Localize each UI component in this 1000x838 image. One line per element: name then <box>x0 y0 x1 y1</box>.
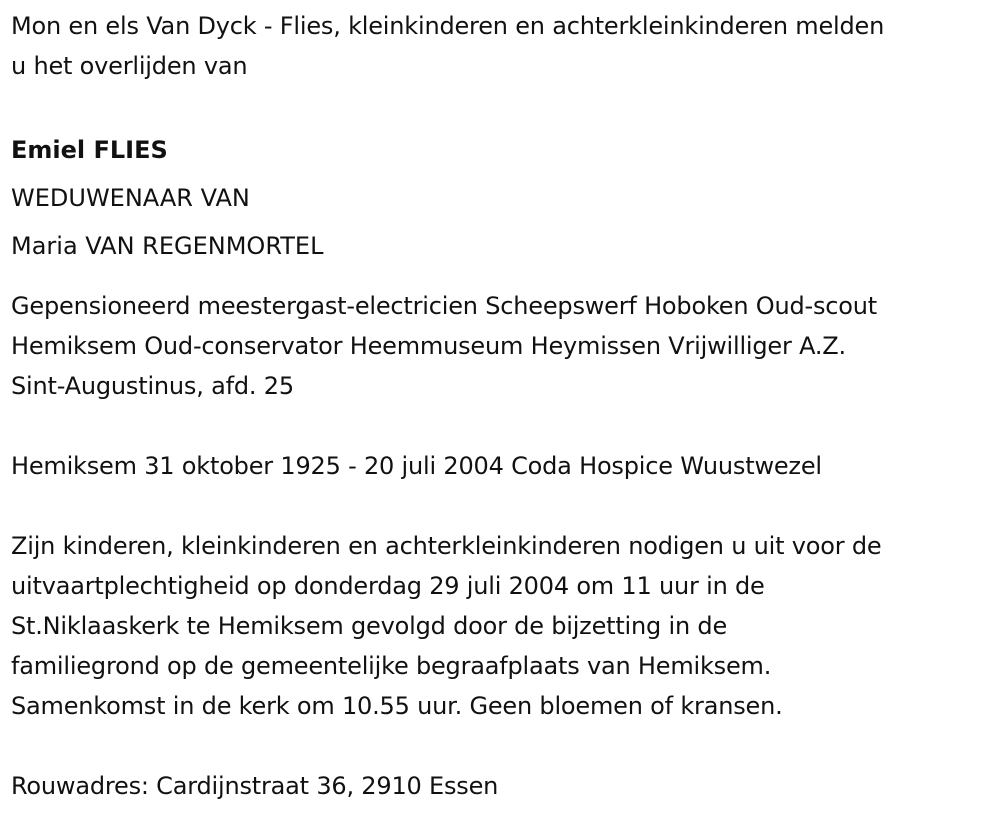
biography-line: Gepensioneerd meestergast-electricien Scheepswerf Hoboken Oud-scout <box>11 292 877 320</box>
person-block <box>11 126 996 270</box>
biography-line: Sint-Augustinus, afd. 25 <box>11 372 294 400</box>
invitation-line: uitvaartplechtigheid op donderdag 29 juli 2004 om 11 uur in de <box>11 572 765 600</box>
life-dates: Hemiksem 31 oktober 1925 - 20 juli 2004 Coda Hospice Wuustwezel <box>11 452 822 480</box>
invitation-paragraph <box>11 526 996 726</box>
spacer <box>11 86 996 126</box>
mourning-address: Rouwadres: Cardijnstraat 36, 2910 Essen <box>11 772 499 800</box>
deceased-name: Emiel FLIES <box>11 136 168 164</box>
biography-paragraph <box>11 286 996 406</box>
biography-line: Hemiksem Oud-conservator Heemmuseum Heymissen Vrijwilliger A.Z. <box>11 332 846 360</box>
relation-label: WEDUWENAAR VAN <box>11 184 250 212</box>
invitation-line: familiegrond op de gemeentelijke begraafplaats van Hemiksem. <box>11 652 772 680</box>
invitation-line: Zijn kinderen, kleinkinderen en achterkleinkinderen nodigen u uit voor de <box>11 532 882 560</box>
intro-line: u het overlijden van <box>11 52 248 80</box>
invitation-line: St.Niklaaskerk te Hemiksem gevolgd door de bijzetting in de <box>11 612 728 640</box>
death-notice <box>11 0 996 806</box>
spacer <box>11 406 996 446</box>
intro-paragraph <box>11 6 996 86</box>
spouse-name: Maria VAN REGENMORTEL <box>11 232 324 260</box>
intro-line: Mon en els Van Dyck - Flies, kleinkinderen en achterkleinkinderen melden <box>11 12 885 40</box>
spacer <box>11 486 996 526</box>
spacer <box>11 726 996 766</box>
invitation-line: Samenkomst in de kerk om 10.55 uur. Geen bloemen of kransen. <box>11 692 783 720</box>
